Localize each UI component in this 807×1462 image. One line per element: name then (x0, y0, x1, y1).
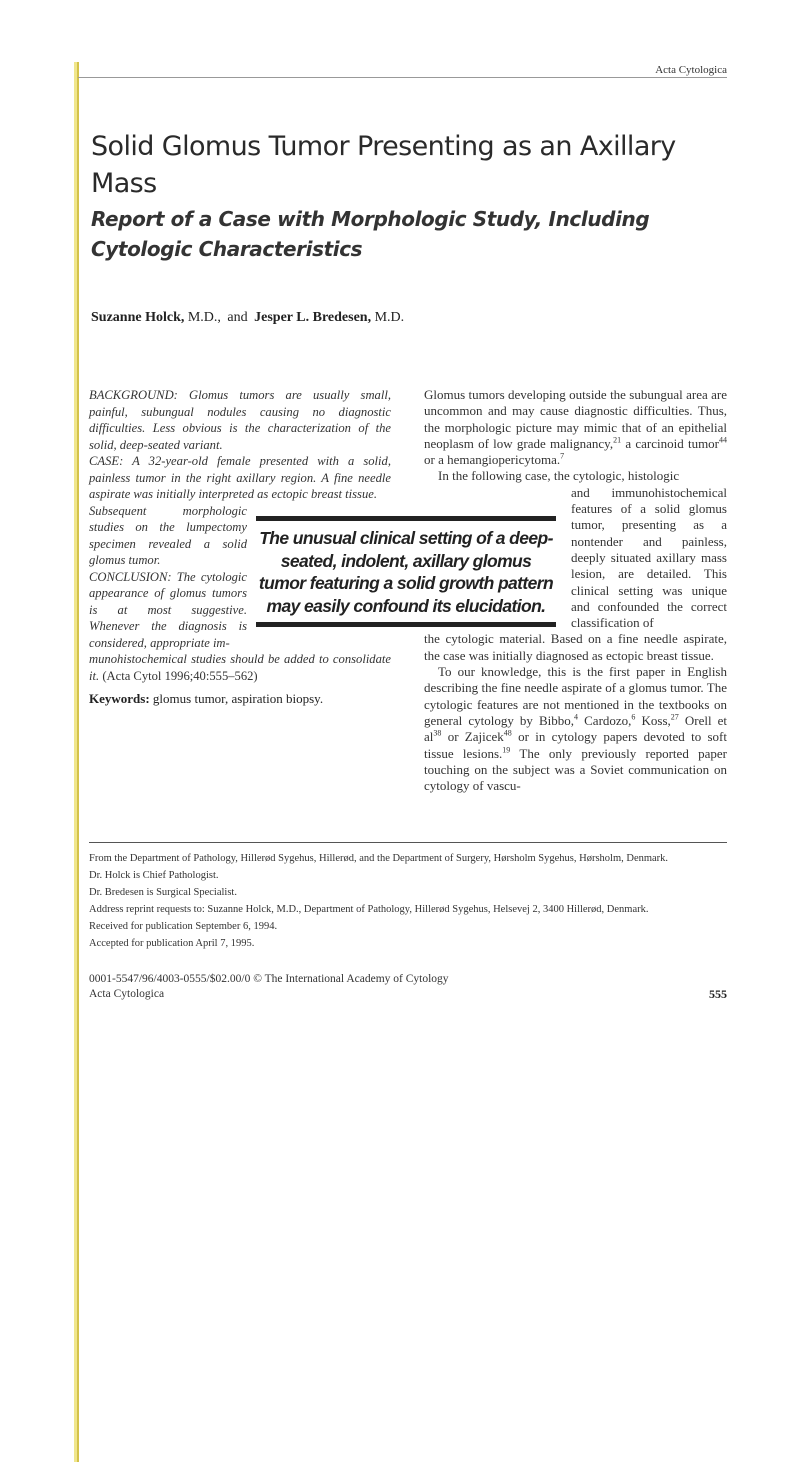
margin-accent-bar-inner (77, 62, 79, 1462)
footnote-affiliation: From the Department of Pathology, Hillerød Sygehus, Hillerød, and the Department of Surgery, Hørsholm Sygehus, Hørsholm, Denmark. (89, 853, 669, 864)
citation-ref: 4 (574, 712, 579, 722)
citation-ref: 6 (631, 712, 636, 722)
body-text: To our knowledge, this is the first paper in English describing the fine needle aspirate of a glomus tumor. The cytologic features are not mentioned in the textbooks on general cytology by Bibbo, (424, 664, 727, 728)
body-text: Cardozo, (584, 712, 632, 728)
citation-ref: 44 (719, 435, 728, 445)
abstract-case: CASE: A 32-year-old female presented with a solid, painless tumor in the right axillary region. A fine needle aspirate was initially interpreted as ectopic breast tissue. (89, 454, 391, 501)
abstract-conclusion-text: munohistochemical studies should be added to consolidate it. (89, 652, 391, 683)
body-paragraph-2-narrow: and immunohistochemical features of a solid glomus tumor, presenting as a nontender and painless, deeply situated axillary mass lesion, are detailed. This clinical setting was unique and confounded the correct classification of (571, 484, 727, 631)
footnote-accepted: Accepted for publication April 7, 1995. (89, 938, 255, 949)
body-paragraph-2: In the following case, the cytologic, histologic (438, 468, 680, 484)
footnote-address: Address reprint requests to: Suzanne Holck, M.D., Department of Pathology, Hillerød Sygehus, Helsevej 2, 3400 Hillerød, Denmark. (89, 904, 649, 915)
body-paragraph-1 (424, 387, 727, 468)
copyright-block (89, 972, 449, 1002)
pull-quote-text: The unusual clinical setting of a deep-seated, indolent, axillary glomus tumor featuring a solid growth pattern may easily confound its elucidation. (258, 528, 554, 616)
author-line (91, 310, 407, 326)
footnote-rule (89, 842, 727, 843)
running-header: Acta Cytologica (655, 64, 727, 76)
footnote-author-2: Dr. Bredesen is Surgical Specialist. (89, 887, 237, 898)
footnotes (89, 850, 729, 952)
abstract-case-continued: Subsequent morphologic studies on the lumpectomy specimen revealed a solid glomus tumor. (89, 503, 247, 567)
article-subtitle: Report of a Case with Morphologic Study, Including Cytologic Characteristics (91, 207, 650, 261)
article-title: Solid Glomus Tumor Presenting as an Axillary Mass (91, 131, 676, 199)
footnote-received: Received for publication September 6, 1994. (89, 921, 278, 932)
abstract-background: BACKGROUND: Glomus tumors are usually small, painful, subungual nodules causing no diagnostic difficulties. Less obvious is the characterization of the solid, deep-seated variant. (89, 388, 391, 452)
keywords-text: glomus tumor, aspiration biopsy. (152, 691, 324, 706)
citation-ref: 21 (613, 435, 622, 445)
pull-quote-bottom-rule (256, 622, 556, 627)
abstract-citation: (Acta Cytol 1996;40:555–562) (102, 668, 258, 683)
author-1-degree: M.D., (187, 310, 221, 325)
citation-ref: 19 (502, 745, 511, 755)
citation-ref: 27 (670, 712, 679, 722)
journal-name-footer: Acta Cytologica (89, 988, 165, 1000)
citation-ref: 38 (433, 728, 442, 738)
header-rule (78, 77, 727, 78)
copyright-line: 0001-5547/96/4003-0555/$02.00/0 © The International Academy of Cytology (89, 973, 449, 985)
body-text: or a hemangiopericytoma. (424, 452, 561, 468)
abstract-conclusion: CONCLUSION: The cytologic appearance of glomus tumors is at most suggestive. Whenever the diagnosis is considered, appropriate im- (89, 569, 247, 650)
author-1-name: Suzanne Holck, (91, 310, 185, 325)
body-text: or Zajicek (447, 729, 504, 745)
page-number: 555 (709, 987, 727, 1001)
keywords (89, 691, 323, 707)
body-text: a carcinoid tumor (625, 435, 720, 451)
body-text: or in cytology papers devoted to soft tissue lesions. (424, 729, 727, 761)
author-2-degree: M.D. (374, 310, 405, 325)
body-text: Orell et al (424, 712, 728, 745)
keywords-label: Keywords: (89, 691, 150, 706)
pull-quote (256, 516, 556, 627)
body-paragraph-3 (424, 664, 727, 794)
body-paragraph-2-rest: the cytologic material. Based on a fine needle aspirate, the case was initially diagnosed as ectopic breast tissue. (424, 631, 727, 663)
body-text: The only previously reported paper touching on the subject was a Soviet communication on cytology of vascu- (424, 745, 727, 794)
citation-ref: 48 (503, 728, 512, 738)
body-text: Glomus tumors developing outside the subungual area are uncommon and may cause diagnostic difficulties. Thus, the morphologic picture may mimic that of an epithelial neoplasm of low grade malignancy, (424, 387, 727, 451)
author-join: and (227, 310, 248, 325)
citation-ref: 7 (560, 451, 565, 461)
body-text: Koss, (641, 712, 671, 728)
author-2-name: Jesper L. Bredesen, (254, 310, 372, 325)
footnote-author-1: Dr. Holck is Chief Pathologist. (89, 870, 219, 881)
abstract-conclusion-continued (89, 651, 391, 684)
